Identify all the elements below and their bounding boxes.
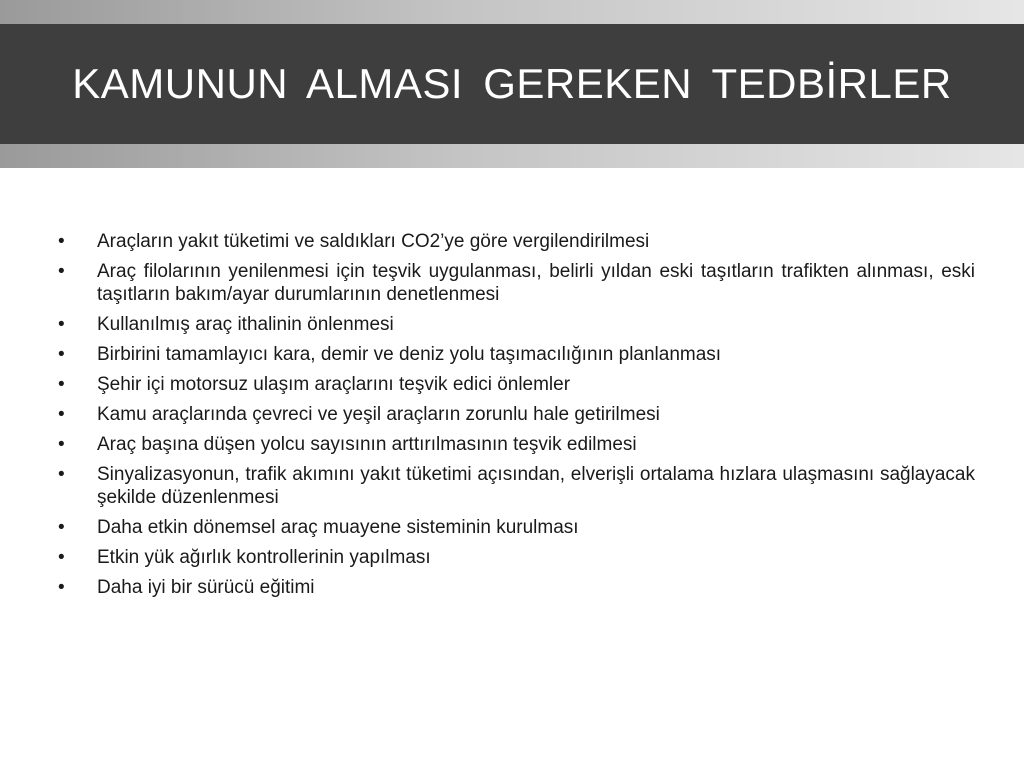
bullet-item bbox=[58, 343, 975, 366]
bullet-text: Şehir içi motorsuz ulaşım araçlarını teşvik edici önlemler bbox=[97, 374, 571, 395]
bullet-text: Araç filolarının yenilenmesi için teşvik uygulanması, belirli yıldan eski taşıtların trafikten alınması, eski taşıtların bakım/ayar durumlarının denetlenmesi bbox=[97, 261, 975, 305]
bullet-item bbox=[58, 230, 975, 253]
bottom-accent-strip bbox=[0, 144, 1024, 168]
bullet-icon: • bbox=[58, 261, 65, 282]
bullet-item bbox=[58, 260, 975, 306]
bullet-text: Daha etkin dönemsel araç muayene sisteminin kurulması bbox=[97, 517, 579, 538]
bullet-icon: • bbox=[58, 517, 65, 538]
bullet-icon: • bbox=[58, 374, 65, 395]
bullet-text: Sinyalizasyonun, trafik akımını yakıt tüketimi açısından, elverişli ortalama hızlara ulaşmasını sağlayacak şekilde düzenlenmesi bbox=[97, 464, 975, 508]
bullet-text: Araçların yakıt tüketimi ve saldıkları CO2’ye göre vergilendirilmesi bbox=[97, 231, 650, 252]
bullet-text: Etkin yük ağırlık kontrollerinin yapılması bbox=[97, 547, 431, 568]
bullet-item bbox=[58, 373, 975, 396]
bullet-icon: • bbox=[58, 547, 65, 568]
bullet-list bbox=[58, 230, 975, 606]
slide-title: KAMUNUN ALMASI GEREKEN TEDBİRLER bbox=[72, 60, 952, 107]
bullet-icon: • bbox=[58, 231, 65, 252]
bullet-text: Birbirini tamamlayıcı kara, demir ve deniz yolu taşımacılığının planlanması bbox=[97, 344, 722, 365]
bullet-icon: • bbox=[58, 344, 65, 365]
bullet-icon: • bbox=[58, 464, 65, 485]
bullet-text: Araç başına düşen yolcu sayısının arttırılmasının teşvik edilmesi bbox=[97, 434, 637, 455]
bullet-icon: • bbox=[58, 404, 65, 425]
bullet-item bbox=[58, 546, 975, 569]
bullet-text: Daha iyi bir sürücü eğitimi bbox=[97, 577, 315, 598]
top-accent-strip bbox=[0, 0, 1024, 24]
bullet-item bbox=[58, 516, 975, 539]
bullet-icon: • bbox=[58, 434, 65, 455]
bullet-icon: • bbox=[58, 577, 65, 598]
bullet-item bbox=[58, 433, 975, 456]
bullet-item bbox=[58, 313, 975, 336]
bullet-item bbox=[58, 463, 975, 509]
bullet-item bbox=[58, 403, 975, 426]
bullet-text: Kullanılmış araç ithalinin önlenmesi bbox=[97, 314, 394, 335]
bullet-text: Kamu araçlarında çevreci ve yeşil araçların zorunlu hale getirilmesi bbox=[97, 404, 660, 425]
bullet-icon: • bbox=[58, 314, 65, 335]
bullet-item bbox=[58, 576, 975, 599]
